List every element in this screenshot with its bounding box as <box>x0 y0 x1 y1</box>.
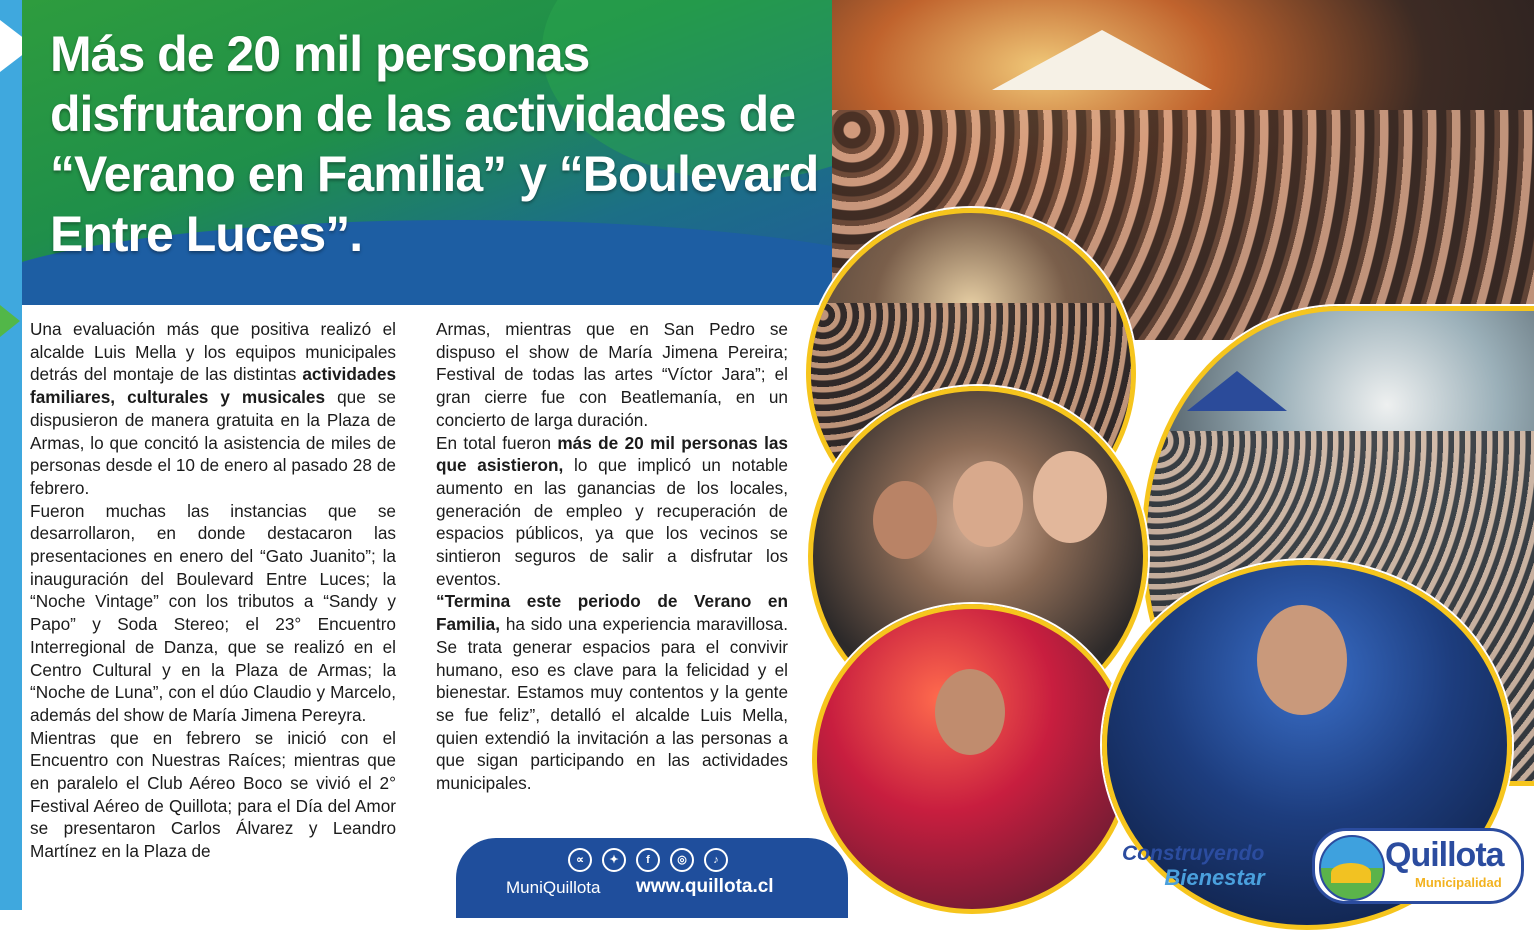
photo-face <box>953 461 1023 547</box>
social-media-bar <box>456 838 848 918</box>
quillota-logo <box>1312 828 1524 904</box>
slogan-line-2: Bienestar <box>1164 865 1265 890</box>
social-handle: MuniQuillota <box>506 878 601 897</box>
slogan <box>1122 842 1307 890</box>
instagram-icon[interactable]: ◎ <box>670 848 694 872</box>
article-column-2 <box>436 318 788 795</box>
article-paragraph <box>30 500 396 727</box>
article-paragraph <box>436 590 788 794</box>
photo-canopy <box>992 30 1212 90</box>
slogan-line-1: Construyendo <box>1122 842 1265 865</box>
bold-text: actividades familiares, culturales y musicales <box>30 364 396 408</box>
body-text: En total fueron <box>436 432 558 453</box>
share-icon[interactable]: ∝ <box>568 848 592 872</box>
body-text: Armas, mientras que en San Pedro se dispuso el show de María Jimena Pereira; Festival de todas las artes “Víctor Jara”; el gran cierre fue con Beatlemanía, en un concierto de larga duración. <box>436 319 788 430</box>
article-column-1 <box>30 318 396 863</box>
bold-text: “Termina este periodo de Verano en Familia, <box>436 591 788 635</box>
photo-collage <box>812 0 1534 910</box>
article-title: Más de 20 mil personas disfrutaron de las actividades de “Verano en Familia” y “Boulevard Entre Luces”. <box>50 26 819 262</box>
photo-guitarist <box>812 604 1132 914</box>
article-paragraph <box>30 727 396 863</box>
photo-face <box>1257 605 1347 715</box>
facebook-icon[interactable]: f <box>636 848 660 872</box>
logo-name: Quillota <box>1385 836 1504 874</box>
green-arrow-marker <box>0 305 20 337</box>
article-paragraph <box>436 432 788 591</box>
body-text: Mientras que en febrero se inició con el Encuentro con Nuestras Raíces; mientras que en paralelo el Club Aéreo Boco se vivió el 2° Festival Aéreo de Quillota; para el Día del Amor se presentaron Carlos Álvarez y Leandro Martínez en la Plaza de <box>30 727 396 862</box>
body-text: lo que implicó un notable aumento en las ganancias de los locales, generación de empleo y recuperación de espacios públicos, ya que los vecinos se sintieron seguros de salir a disfrutar los eventos. <box>436 455 788 589</box>
photo-face <box>1033 451 1107 543</box>
body-text: que se dispusieron de manera gratuita en la Plaza de Armas, lo que concitó la asistencia de miles de personas desde el 10 de enero al pasado 28 de febrero. <box>30 387 396 498</box>
logo-subtitle: Municipalidad <box>1415 875 1502 890</box>
social-icons-row <box>568 848 728 872</box>
tiktok-icon[interactable]: ♪ <box>704 848 728 872</box>
body-text: Fueron muchas las instancias que se desarrollaron, en donde destacaron las presentaciones en enero del “Gato Juanito”; la inauguración del Boulevard Entre Luces; la “Noche Vintage” con los tributos a “Sandy y Papo” y Soda Stereo; el 23° Encuentro Interregional de Danza, que se realizó en el Centro Cultural y en la Plaza de Armas; la “Noche de Luna”, con el dúo Claudio y Marcelo, además del show de María Jimena Pereyra. <box>30 500 396 725</box>
photo-face <box>935 669 1005 755</box>
photo-face <box>873 481 937 559</box>
article-paragraph <box>30 318 396 500</box>
photo-tent <box>1187 371 1287 411</box>
bold-text: más de 20 mil personas las que asistieron, <box>436 432 788 476</box>
left-accent-stripe <box>0 0 22 910</box>
municipal-emblem-icon <box>1319 835 1385 901</box>
article-paragraph <box>436 318 788 432</box>
body-text: ha sido una experiencia maravillosa. Se trata generar espacios para el convivir humano, eso es clave para la felicidad y el bienestar. Estamos muy contentos y la gente se fue feliz”, detalló el alcalde Luis Mella, quien extendió la invitación a las personas a que sigan participando en las actividades municipales. <box>436 614 788 794</box>
body-text: Una evaluación más que positiva realizó el alcalde Luis Mella y los equipos municipales detrás del montaje de las distintas <box>30 319 396 385</box>
website-link[interactable]: www.quillota.cl <box>636 876 774 897</box>
twitter-icon[interactable]: ✦ <box>602 848 626 872</box>
sun-arc-icon <box>1331 863 1371 883</box>
